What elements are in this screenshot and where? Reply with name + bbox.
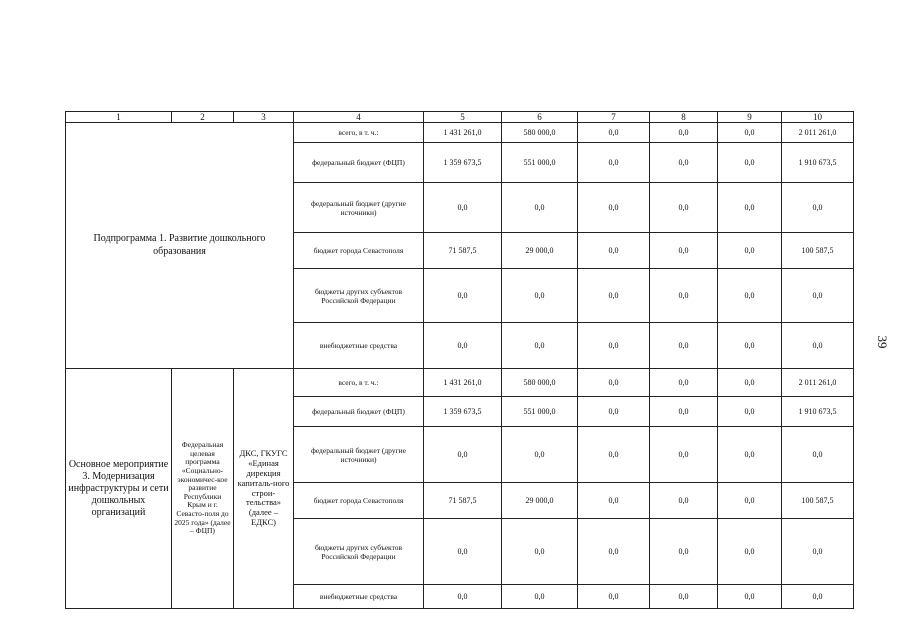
column-header: 6 bbox=[502, 112, 578, 123]
funding-source: бюджет города Севастополя bbox=[294, 483, 424, 519]
value-cell: 0,0 bbox=[718, 123, 782, 143]
value-cell: 0,0 bbox=[650, 143, 718, 183]
value-cell: 0,0 bbox=[424, 427, 502, 483]
value-cell: 0,0 bbox=[650, 519, 718, 585]
value-cell: 0,0 bbox=[782, 323, 854, 369]
value-cell: 0,0 bbox=[650, 233, 718, 269]
value-cell: 0,0 bbox=[650, 183, 718, 233]
value-cell: 0,0 bbox=[718, 483, 782, 519]
value-cell: 0,0 bbox=[650, 585, 718, 609]
value-cell: 580 000,0 bbox=[502, 369, 578, 397]
value-cell: 0,0 bbox=[650, 483, 718, 519]
funding-source: федеральный бюджет (ФЦП) bbox=[294, 143, 424, 183]
value-cell: 1 910 673,5 bbox=[782, 397, 854, 427]
value-cell: 2 011 261,0 bbox=[782, 369, 854, 397]
value-cell: 0,0 bbox=[578, 323, 650, 369]
value-cell: 551 000,0 bbox=[502, 143, 578, 183]
funding-source: федеральный бюджет (другие источники) bbox=[294, 183, 424, 233]
responsible-executor: ДКС, ГКУГС «Единая дирекция капиталь-ного строи-тельства» (далее – ЕДКС) bbox=[234, 369, 294, 609]
value-cell: 0,0 bbox=[782, 585, 854, 609]
value-cell: 100 587,5 bbox=[782, 483, 854, 519]
value-cell: 0,0 bbox=[718, 143, 782, 183]
funding-source: бюджеты других субъектов Российской Федерации bbox=[294, 269, 424, 323]
table-row bbox=[66, 369, 854, 397]
value-cell: 71 587,5 bbox=[424, 483, 502, 519]
value-cell: 0,0 bbox=[718, 369, 782, 397]
column-number-row bbox=[66, 112, 854, 123]
value-cell: 0,0 bbox=[424, 519, 502, 585]
value-cell: 29 000,0 bbox=[502, 483, 578, 519]
program-name: Федеральная целевая программа «Социально-экономичес-кое развитие Республики Крым и г. Севасто-поля до 2025 года» (далее – ФЦП) bbox=[172, 369, 234, 609]
value-cell: 0,0 bbox=[782, 519, 854, 585]
value-cell: 1 431 261,0 bbox=[424, 369, 502, 397]
value-cell: 1 431 261,0 bbox=[424, 123, 502, 143]
value-cell: 0,0 bbox=[718, 269, 782, 323]
value-cell: 0,0 bbox=[718, 427, 782, 483]
funding-source: федеральный бюджет (другие источники) bbox=[294, 427, 424, 483]
value-cell: 0,0 bbox=[424, 269, 502, 323]
table-row bbox=[66, 123, 854, 143]
value-cell: 0,0 bbox=[578, 269, 650, 323]
page-number: 39 bbox=[875, 335, 890, 349]
funding-source: внебюджетные средства bbox=[294, 585, 424, 609]
value-cell: 580 000,0 bbox=[502, 123, 578, 143]
value-cell: 71 587,5 bbox=[424, 233, 502, 269]
funding-source: внебюджетные средства bbox=[294, 323, 424, 369]
funding-source: бюджет города Севастополя bbox=[294, 233, 424, 269]
value-cell: 0,0 bbox=[718, 183, 782, 233]
value-cell: 2 011 261,0 bbox=[782, 123, 854, 143]
funding-source: всего, в т. ч.: bbox=[294, 369, 424, 397]
value-cell: 0,0 bbox=[424, 183, 502, 233]
value-cell: 0,0 bbox=[718, 519, 782, 585]
funding-source: федеральный бюджет (ФЦП) bbox=[294, 397, 424, 427]
value-cell: 0,0 bbox=[718, 323, 782, 369]
value-cell: 0,0 bbox=[718, 233, 782, 269]
value-cell: 0,0 bbox=[782, 269, 854, 323]
value-cell: 0,0 bbox=[578, 369, 650, 397]
value-cell: 0,0 bbox=[578, 427, 650, 483]
column-header: 3 bbox=[234, 112, 294, 123]
value-cell: 0,0 bbox=[578, 585, 650, 609]
column-header: 10 bbox=[782, 112, 854, 123]
funding-source: всего, в т. ч.: bbox=[294, 123, 424, 143]
column-header: 7 bbox=[578, 112, 650, 123]
value-cell: 0,0 bbox=[502, 427, 578, 483]
value-cell: 0,0 bbox=[782, 183, 854, 233]
value-cell: 0,0 bbox=[578, 123, 650, 143]
value-cell: 0,0 bbox=[718, 585, 782, 609]
value-cell: 0,0 bbox=[718, 397, 782, 427]
value-cell: 0,0 bbox=[502, 183, 578, 233]
value-cell: 0,0 bbox=[424, 585, 502, 609]
value-cell: 0,0 bbox=[650, 397, 718, 427]
column-header: 4 bbox=[294, 112, 424, 123]
value-cell: 0,0 bbox=[578, 483, 650, 519]
value-cell: 0,0 bbox=[502, 519, 578, 585]
column-header: 2 bbox=[172, 112, 234, 123]
column-header: 5 bbox=[424, 112, 502, 123]
value-cell: 551 000,0 bbox=[502, 397, 578, 427]
value-cell: 0,0 bbox=[650, 369, 718, 397]
value-cell: 0,0 bbox=[578, 519, 650, 585]
value-cell: 0,0 bbox=[782, 427, 854, 483]
value-cell: 1 359 673,5 bbox=[424, 397, 502, 427]
value-cell: 0,0 bbox=[502, 585, 578, 609]
measure-title: Основное мероприятие 3. Модернизация инфраструктуры и сети дошкольных организаций bbox=[66, 369, 172, 609]
value-cell: 0,0 bbox=[650, 123, 718, 143]
funding-source: бюджеты других субъектов Российской Федерации bbox=[294, 519, 424, 585]
value-cell: 0,0 bbox=[578, 397, 650, 427]
subprogram-title: Подпрограмма 1. Развитие дошкольного образования bbox=[66, 123, 294, 369]
value-cell: 0,0 bbox=[650, 323, 718, 369]
value-cell: 29 000,0 bbox=[502, 233, 578, 269]
value-cell: 0,0 bbox=[424, 323, 502, 369]
column-header: 1 bbox=[66, 112, 172, 123]
value-cell: 100 587,5 bbox=[782, 233, 854, 269]
column-header: 8 bbox=[650, 112, 718, 123]
column-header: 9 bbox=[718, 112, 782, 123]
value-cell: 0,0 bbox=[578, 233, 650, 269]
value-cell: 0,0 bbox=[650, 269, 718, 323]
value-cell: 1 910 673,5 bbox=[782, 143, 854, 183]
value-cell: 0,0 bbox=[502, 269, 578, 323]
value-cell: 0,0 bbox=[502, 323, 578, 369]
value-cell: 1 359 673,5 bbox=[424, 143, 502, 183]
value-cell: 0,0 bbox=[578, 143, 650, 183]
value-cell: 0,0 bbox=[650, 427, 718, 483]
value-cell: 0,0 bbox=[578, 183, 650, 233]
funding-table bbox=[65, 111, 854, 609]
